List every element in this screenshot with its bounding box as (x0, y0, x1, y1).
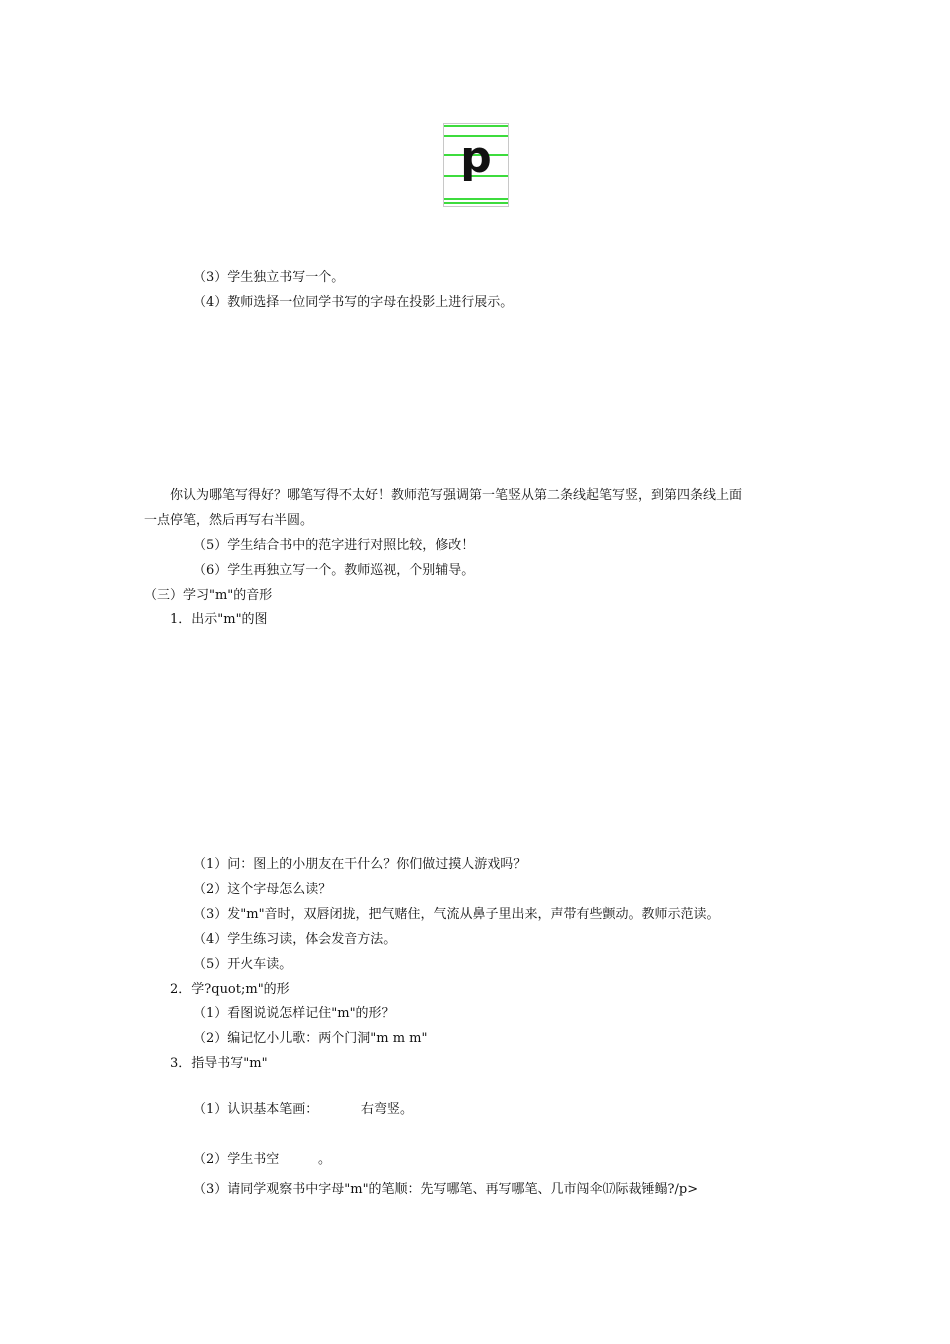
step-5-compare-revise: （5）学生结合书中的范字进行对照比较，修改！ (193, 538, 475, 553)
letter-writing-grid (443, 123, 509, 207)
item-2-learn-shape: 2．学?quot;m"的形 (170, 982, 290, 997)
step-3-write-independently: （3）学生独立书写一个。 (193, 270, 345, 285)
section-3-heading: （三）学习"m"的音形 (144, 588, 273, 603)
letter-p-glyph: p (460, 132, 492, 183)
item-1-show-picture: 1．出示"m"的图 (170, 612, 268, 627)
grid-line-1 (444, 125, 508, 127)
grid-line-5 (444, 198, 508, 200)
writing-q3-stroke-order: （3）请同学观察书中字母"m"的笔顺：先写哪笔、再写哪笔、几市闯伞⒄际裁锤鳎?/p> (193, 1182, 699, 1197)
teacher-demo-paragraph-line-1: 你认为哪笔写得好？哪笔写得不太好！教师范写强调第一笔竖从第二条线起笔写竖，到第四条线上面 (170, 488, 743, 503)
writing-q1-stroke-name: 右弯竖。 (361, 1102, 414, 1117)
item-3-guide-writing: 3．指导书写"m" (170, 1056, 268, 1071)
shape-q2-rhyme: （2）编记忆小儿歌：两个门洞"m m m" (193, 1031, 428, 1046)
q5-train-reading: （5）开火车读。 (193, 957, 293, 972)
writing-q1-basic-strokes: （1）认识基本笔画： (193, 1102, 319, 1117)
grid-line-6 (444, 202, 508, 204)
teacher-demo-paragraph-line-2: 一点停笔，然后再写右半圆。 (144, 513, 314, 528)
step-4-projector-display: （4）教师选择一位同学书写的字母在投影上进行展示。 (193, 295, 514, 310)
step-6-write-again: （6）学生再独立写一个。教师巡视，个别辅导。 (193, 563, 475, 578)
q4-practice-reading: （4）学生练习读，体会发音方法。 (193, 932, 397, 947)
q3-pronunciation-method: （3）发"m"音时，双唇闭拢，把气赌住，气流从鼻子里出来，声带有些颤动。教师示范读。 (193, 907, 720, 922)
writing-q2-period: 。 (318, 1152, 332, 1167)
q2-how-to-read: （2）这个字母怎么读？ (193, 882, 332, 897)
writing-q2-air-writing: （2）学生书空 (193, 1152, 280, 1167)
shape-q1-remember: （1）看图说说怎样记住"m"的形？ (193, 1006, 395, 1021)
q1-what-are-children-doing: （1）问：图上的小朋友在干什么？你们做过摸人游戏吗？ (193, 857, 527, 872)
